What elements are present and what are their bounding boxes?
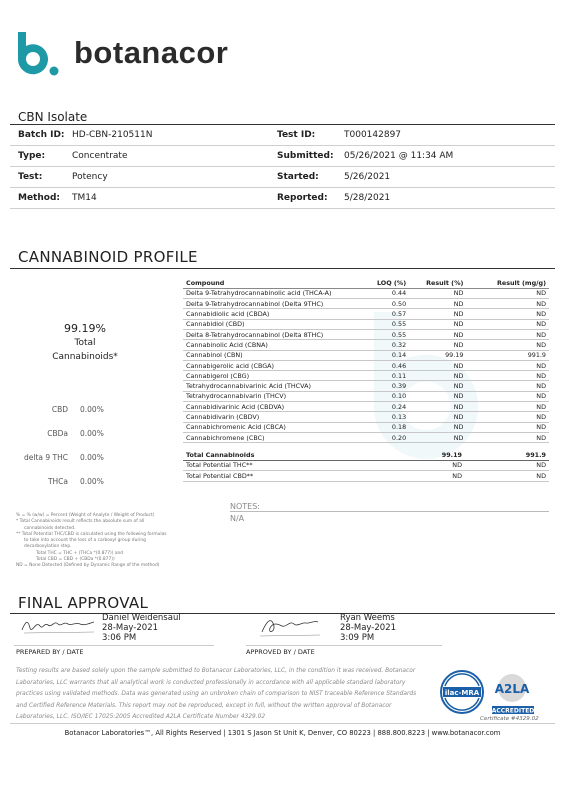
test-label: Test: <box>18 172 43 182</box>
compound-cell: Cannabichromene (CBC) <box>183 432 374 442</box>
result-mg-cell: ND <box>466 299 549 309</box>
reported-value: 5/28/2021 <box>344 193 391 203</box>
a2la-accredited-badge-icon <box>492 674 535 715</box>
test-id-label: Test ID: <box>277 130 316 140</box>
table-row <box>183 329 549 339</box>
result-mg-cell: ND <box>466 340 549 350</box>
totals-label: Total Potential CBD** <box>186 471 254 480</box>
footnote: ND = None Detected (Defined by Dynamic Range of the method) <box>16 563 160 569</box>
prepared-by-date: 28-May-2021 <box>102 623 159 633</box>
svg-text:ilac-MRA: ilac-MRA <box>444 689 480 697</box>
prepared-by-details <box>102 612 181 644</box>
mini-stat-label: CBD <box>51 405 68 414</box>
result-percent-cell: ND <box>409 412 466 422</box>
loq-cell: 0.11 <box>374 371 409 381</box>
mini-stat-value: 0.00% <box>80 453 104 462</box>
info-row <box>10 146 555 167</box>
started-label: Started: <box>277 172 319 182</box>
cannabinoid-results-table <box>183 278 549 443</box>
loq-cell: 0.10 <box>374 391 409 401</box>
footnote: Total CBD = CBD + (CBDa *(0.877)) <box>36 557 115 563</box>
svg-text:ACCREDITED: ACCREDITED <box>491 707 535 715</box>
footnote: ** Total Potential THC/CBD is calculated using the following formulas <box>16 531 167 537</box>
table-row <box>183 309 549 319</box>
svg-text:A2LA: A2LA <box>494 682 530 696</box>
info-row <box>10 188 555 209</box>
approved-by-name: Ryan Weems <box>340 613 395 623</box>
loq-cell: 0.24 <box>374 402 409 412</box>
batch-id-value: HD-CBN-210511N <box>72 130 153 140</box>
notes-value: N/A <box>230 514 245 523</box>
compound-cell: Cannabidivarin (CBDV) <box>183 412 374 422</box>
table-row <box>183 402 549 412</box>
submitted-label: Submitted: <box>277 151 334 161</box>
totals-label: Total Cannabinoids <box>186 450 255 459</box>
footnote: Total THC = THC + (THCa *(0.877)) and <box>36 550 124 556</box>
result-mg-cell: ND <box>466 360 549 370</box>
table-row <box>183 360 549 370</box>
batch-id-label: Batch ID: <box>18 130 65 140</box>
mini-stat-cbd <box>20 405 170 414</box>
certificate-number: Certificate #4329.02 <box>480 716 539 722</box>
section-divider <box>10 268 555 269</box>
compound-cell: Cannabinolic Acid (CBNA) <box>183 340 374 350</box>
mini-stat-value: 0.00% <box>80 429 104 438</box>
approved-by-time: 3:09 PM <box>340 633 375 643</box>
totals-percent: ND <box>452 461 462 470</box>
result-mg-cell: ND <box>466 402 549 412</box>
loq-cell: 0.39 <box>374 381 409 391</box>
table-row <box>183 391 549 401</box>
test-id-value: T000142897 <box>344 130 402 140</box>
mini-stat-value: 0.00% <box>80 477 104 486</box>
result-percent-cell: ND <box>409 340 466 350</box>
result-percent-cell: ND <box>409 391 466 401</box>
table-row <box>183 422 549 432</box>
loq-cell: 0.50 <box>374 299 409 309</box>
table-row <box>183 350 549 360</box>
result-percent-cell: ND <box>409 319 466 329</box>
started-value: 5/26/2021 <box>344 172 391 182</box>
compound-cell: Tetrahydrocannabivarin (THCV) <box>183 391 374 401</box>
prepared-signature-image <box>14 612 102 640</box>
table-row <box>183 432 549 442</box>
totals-percent: ND <box>452 471 462 480</box>
botanacor-logo-icon <box>14 30 60 76</box>
footnote: cannabinoids detected. <box>24 525 76 531</box>
result-percent-cell: ND <box>409 422 466 432</box>
total-label: Total <box>74 338 96 348</box>
table-row <box>183 340 549 350</box>
loq-cell: 0.14 <box>374 350 409 360</box>
result-mg-cell: ND <box>466 381 549 391</box>
table-row <box>183 319 549 329</box>
result-percent-cell: ND <box>409 299 466 309</box>
info-row <box>10 167 555 188</box>
approved-signature-image <box>252 612 340 640</box>
footnote: * Total Cannabinoids result reflects the absolute sum of all <box>16 519 145 525</box>
footer-divider <box>10 723 555 724</box>
compound-cell: Delta 9-Tetrahydrocannabinol (Delta 9THC) <box>183 299 374 309</box>
total-potential-cbd-row <box>183 471 549 482</box>
prepared-signature-line <box>14 645 214 646</box>
notes-divider <box>230 511 549 512</box>
type-label: Type: <box>18 151 46 161</box>
approved-by-date: 28-May-2021 <box>340 623 397 633</box>
loq-cell: 0.32 <box>374 340 409 350</box>
table-row <box>183 412 549 422</box>
result-percent-cell: 99.19 <box>409 350 466 360</box>
compound-cell: Tetrahydrocannabivarinic Acid (THCVA) <box>183 381 374 391</box>
test-value: Potency <box>72 172 108 182</box>
type-value: Concentrate <box>72 151 128 161</box>
table-row <box>183 371 549 381</box>
result-percent-cell: ND <box>409 309 466 319</box>
table-header-row <box>183 278 549 288</box>
table-row <box>183 299 549 309</box>
compound-cell: Cannabinol (CBN) <box>183 350 374 360</box>
result-percent-cell: ND <box>409 432 466 442</box>
mini-stat-label: THCa <box>47 477 68 486</box>
final-approval-title: FINAL APPROVAL <box>18 594 149 612</box>
compound-cell: Cannabichromenic Acid (CBCA) <box>183 422 374 432</box>
notes-label: NOTES: <box>230 502 260 511</box>
product-name: CBN Isolate <box>18 110 88 124</box>
compound-cell: Delta 9-Tetrahydrocannabinolic acid (THCA-A) <box>183 288 374 298</box>
footnote: to take into account the loss of a carboxyl group during <box>24 538 146 544</box>
compound-cell: Cannabigerol (CBG) <box>183 371 374 381</box>
compound-cell: Delta 8-Tetrahydrocannabinol (Delta 8THC) <box>183 329 374 339</box>
info-row <box>10 125 555 146</box>
reported-label: Reported: <box>277 193 328 203</box>
brand-name: botanacor <box>74 35 229 70</box>
sample-info-table <box>10 124 555 209</box>
total-potential-thc-row <box>183 461 549 472</box>
loq-cell: 0.46 <box>374 360 409 370</box>
result-mg-cell: ND <box>466 432 549 442</box>
botanacor-logo <box>14 30 228 76</box>
table-row <box>183 288 549 298</box>
mini-stat-delta9thc <box>20 453 170 462</box>
cannabinoid-profile-title: CANNABINOID PROFILE <box>18 248 198 266</box>
loq-cell: 0.44 <box>374 288 409 298</box>
loq-cell: 0.20 <box>374 432 409 442</box>
approved-by-details <box>340 612 396 644</box>
page-footer: Botanacor Laboratories™, All Rights Reserved | 1301 S Jason St Unit K, Denver, CO 80223 | 888.800.8223 | www.botanacor.com <box>64 729 501 737</box>
approved-by-block <box>252 612 396 644</box>
submitted-value: 05/26/2021 @ 11:34 AM <box>344 151 454 161</box>
footnote: % = % (w/w) = Percent (Weight of Analyte / Weight of Product) <box>16 513 155 518</box>
approved-by-caption: APPROVED BY / DATE <box>246 648 315 656</box>
compound-cell: Cannabigerolic acid (CBGA) <box>183 360 374 370</box>
result-mg-cell: 991.9 <box>466 350 549 360</box>
result-percent-cell: ND <box>409 288 466 298</box>
prepared-by-block <box>14 612 181 644</box>
totals-mg: ND <box>536 471 546 480</box>
mini-stat-value: 0.00% <box>80 405 104 414</box>
result-percent-cell: ND <box>409 381 466 391</box>
result-mg-cell: ND <box>466 309 549 319</box>
loq-cell: 0.55 <box>374 329 409 339</box>
prepared-by-caption: PREPARED BY / DATE <box>16 648 84 656</box>
loq-cell: 0.18 <box>374 422 409 432</box>
totals-percent: 99.19 <box>441 450 462 459</box>
total-cannabinoids-row <box>183 450 549 461</box>
loq-cell: 0.57 <box>374 309 409 319</box>
totals-mg: ND <box>536 461 546 470</box>
prepared-by-name: Daniel Weidensaul <box>102 613 181 623</box>
result-mg-cell: ND <box>466 329 549 339</box>
result-mg-cell: ND <box>466 422 549 432</box>
result-mg-cell: ND <box>466 391 549 401</box>
mini-stat-label: delta 9 THC <box>24 453 68 462</box>
result-percent-cell: ND <box>409 360 466 370</box>
prepared-by-time: 3:06 PM <box>102 633 137 643</box>
totals-table <box>183 450 549 482</box>
result-mg-cell: ND <box>466 371 549 381</box>
compound-cell: Cannabidiol (CBD) <box>183 319 374 329</box>
total-cannabinoids-summary <box>30 322 140 364</box>
totals-mg: 991.9 <box>525 450 546 459</box>
footnotes <box>16 513 216 570</box>
compound-cell: Cannabidivarinic Acid (CBDVA) <box>183 402 374 412</box>
loq-cell: 0.55 <box>374 319 409 329</box>
mini-stat-thca <box>20 477 170 486</box>
disclaimer-text: Testing results are based solely upon the sample submitted to Botanacor Laboratories, LLC, in the condition it was received. Botanacor Laboratories, LLC warrants that all analytical work is conducted professionally in accordance with all applicable standard laboratory practices using validated methods. Data was generated using an unbroken chain of comparison to NIST traceable Reference Standards and Certified Reference Materials. This report may not be reproduced, except in full, without the written approval of Botanacor Laboratories, LLC. ISO/IEC 17025:2005 Accredited A2LA Certificate Number 4329.02 <box>16 668 417 721</box>
mini-stat-label: CBDa <box>47 429 68 438</box>
ilac-mra-badge-icon <box>441 671 483 713</box>
result-mg-cell: ND <box>466 319 549 329</box>
method-value: TM14 <box>72 193 97 203</box>
result-percent-cell: ND <box>409 329 466 339</box>
loq-cell: 0.13 <box>374 412 409 422</box>
compound-header: Compound <box>183 278 374 288</box>
result-percent-cell: ND <box>409 371 466 381</box>
compound-cell: Cannabidiolic acid (CBDA) <box>183 309 374 319</box>
result-mg-cell: ND <box>466 288 549 298</box>
totals-label: Total Potential THC** <box>186 461 253 470</box>
table-row <box>183 381 549 391</box>
method-label: Method: <box>18 193 60 203</box>
result-percent-cell: ND <box>409 402 466 412</box>
loq-header: LOQ (%) <box>374 278 409 288</box>
accreditation-badges <box>440 668 552 723</box>
result-mg-header: Result (mg/g) <box>466 278 549 288</box>
mini-stat-cbda <box>20 429 170 438</box>
result-mg-cell: ND <box>466 412 549 422</box>
total-cannabinoids-percent: 99.19% <box>64 322 106 335</box>
approved-signature-line <box>246 645 442 646</box>
result-percent-header: Result (%) <box>409 278 466 288</box>
cannabinoids-label: Cannabinoids* <box>52 352 118 362</box>
footnote: decarboxylation step. <box>24 544 72 550</box>
